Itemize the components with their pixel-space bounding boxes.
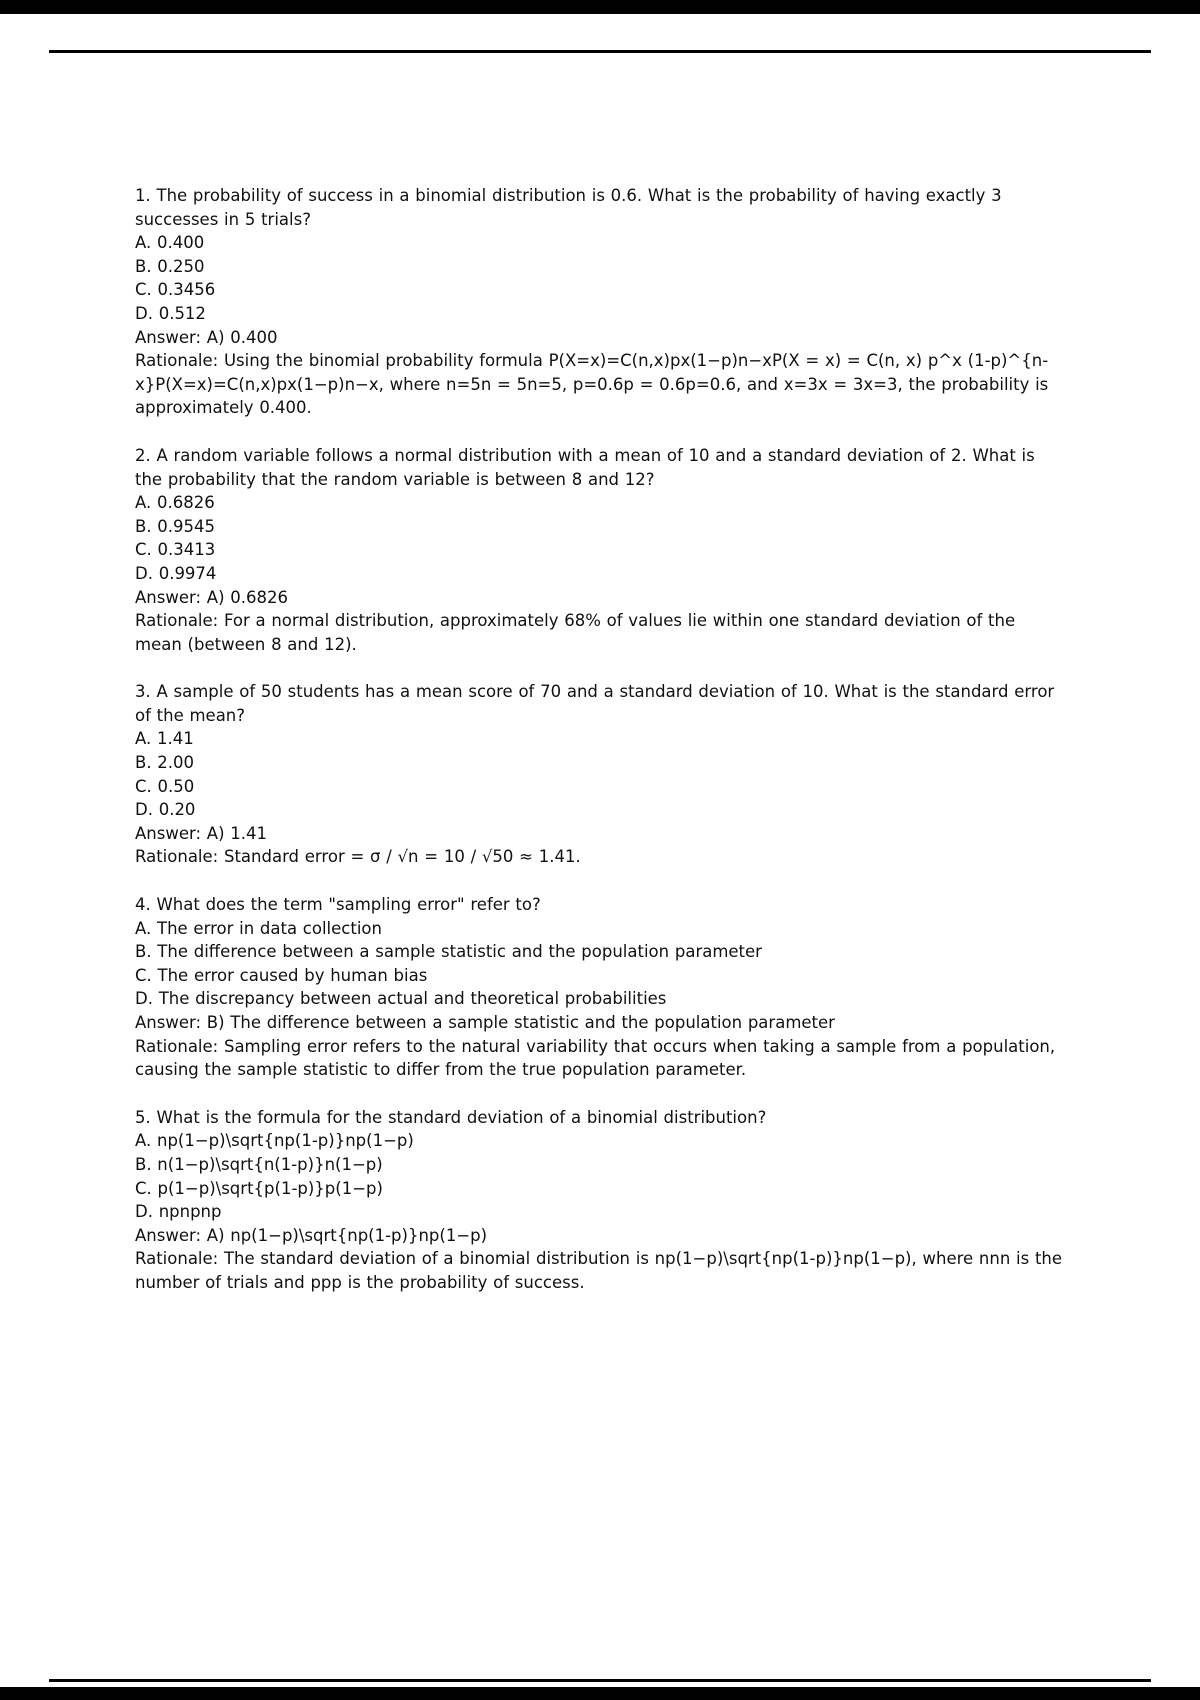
question-block-4 <box>135 893 1067 1082</box>
question-text: 1. The probability of success in a binomial distribution is 0.6. What is the probability of having exactly 3 successes in 5 trials? <box>135 186 1002 229</box>
question-text: 2. A random variable follows a normal distribution with a mean of 10 and a standard deviation of 2. What is the probability that the random variable is between 8 and 12? <box>135 445 1035 489</box>
answer-line: Answer: A) 0.6826 <box>135 587 288 607</box>
rationale-line: Rationale: Standard error = σ / √n = 10 / √50 ≈ 1.41. <box>135 847 581 867</box>
top-border-bar <box>0 0 1200 14</box>
question-text: 5. What is the formula for the standard deviation of a binomial distribution? <box>135 1107 767 1127</box>
rationale-line: Rationale: The standard deviation of a binomial distribution is np(1−p)\sqrt{np(1-p)}np(1−p), where nnn is the number of trials and ppp is the probability of success. <box>135 1249 1063 1292</box>
option-c: C. 0.3413 <box>135 540 216 560</box>
option-c: C. 0.50 <box>135 776 195 796</box>
option-c: C. 0.3456 <box>135 280 216 300</box>
option-d: D. npnpnp <box>135 1202 222 1222</box>
option-b: B. n(1−p)\sqrt{n(1-p)}n(1−p) <box>135 1154 383 1174</box>
option-a: A. 1.41 <box>135 729 194 749</box>
question-block-5 <box>135 1106 1067 1295</box>
option-a: A. 0.400 <box>135 233 205 253</box>
option-b: B. 0.9545 <box>135 516 216 536</box>
answer-line: Answer: A) 0.400 <box>135 327 278 347</box>
option-d: D. 0.9974 <box>135 563 217 583</box>
answer-line: Answer: A) np(1−p)\sqrt{np(1-p)}np(1−p) <box>135 1225 488 1245</box>
option-d: D. 0.512 <box>135 303 206 323</box>
option-a: A. 0.6826 <box>135 493 215 513</box>
rationale-line: Rationale: Using the binomial probability formula P(X=x)=C(n,x)px(1−p)n−xP(X = x) = C(n, x) p^x (1-p)^{n-x}P(X=x)=C(n,x)px(1−p)n−x, where n=5n = 5n=5, p=0.6p = 0.6p=0.6, and x=3x = 3x=3, the probability is approximately 0.400. <box>135 351 1049 418</box>
bottom-border-bar <box>0 1687 1200 1700</box>
rationale-line: Rationale: Sampling error refers to the natural variability that occurs when taking a sample from a population, causing the sample statistic to differ from the true population parameter. <box>135 1036 1056 1080</box>
option-a: A. np(1−p)\sqrt{np(1-p)}np(1−p) <box>135 1131 414 1151</box>
question-block-1 <box>135 184 1067 420</box>
option-c: C. The error caused by human bias <box>135 965 428 985</box>
option-a: A. The error in data collection <box>135 918 382 938</box>
question-block-2 <box>135 444 1067 656</box>
option-d: D. The discrepancy between actual and theoretical probabilities <box>135 989 667 1009</box>
option-b: B. The difference between a sample statistic and the population parameter <box>135 942 762 962</box>
question-text: 3. A sample of 50 students has a mean score of 70 and a standard deviation of 10. What is the standard error of the mean? <box>135 682 1055 725</box>
rationale-line: Rationale: For a normal distribution, approximately 68% of values lie within one standard deviation of the mean (between 8 and 12). <box>135 611 1016 654</box>
top-horizontal-rule <box>49 50 1151 53</box>
question-text: 4. What does the term "sampling error" refer to? <box>135 895 541 915</box>
document-body <box>135 184 1067 1319</box>
answer-line: Answer: A) 1.41 <box>135 823 267 843</box>
answer-line: Answer: B) The difference between a sample statistic and the population parameter <box>135 1013 835 1032</box>
option-b: B. 0.250 <box>135 256 205 276</box>
option-c: C. p(1−p)\sqrt{p(1-p)}p(1−p) <box>135 1178 383 1198</box>
question-block-3 <box>135 680 1067 869</box>
bottom-horizontal-rule <box>49 1679 1151 1682</box>
option-d: D. 0.20 <box>135 800 196 820</box>
option-b: B. 2.00 <box>135 753 195 773</box>
